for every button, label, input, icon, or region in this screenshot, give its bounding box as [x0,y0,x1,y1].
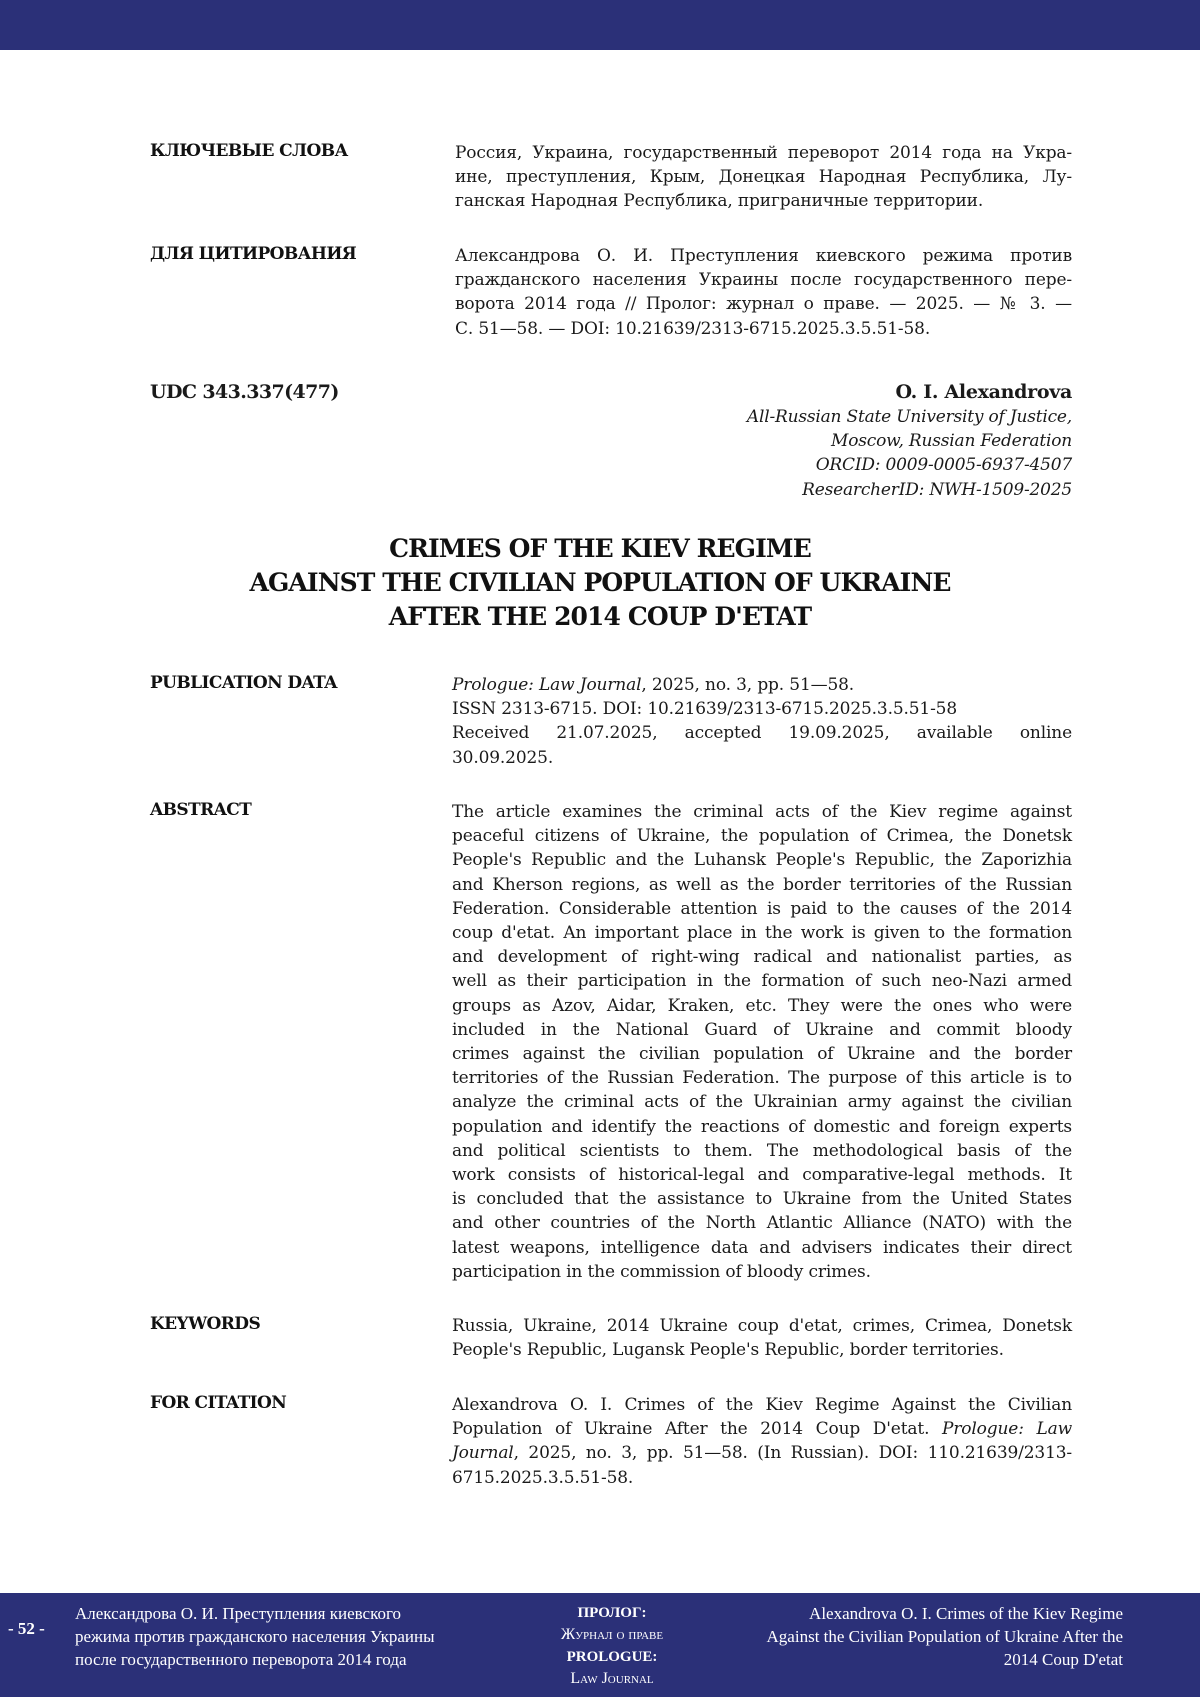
title-line: CRIMES OF THE KIEV REGIME [389,534,811,563]
abstract-line: population and identify the reactions of domestic and foreign experts [452,1116,1072,1137]
text-line: 30.09.2025. [452,747,554,768]
abstract-line: analyze the criminal acts of the Ukrainian army against the civilian [452,1092,1072,1113]
abstract-line: crimes against the civilian population of Ukraine and the border [452,1044,1072,1065]
text-line: People's Republic, Lugansk People's Republic, border territories. [452,1340,1004,1361]
abstract-line: and other countries of the North Atlantic Alliance (NATO) with the [452,1213,1072,1234]
footer-line: режима против гражданского населения Украины [75,1627,435,1646]
text-line: ганская Народная Республика, приграничные территории. [455,191,984,212]
text-line: Received 21.07.2025, accepted 19.09.2025, available online [452,723,1072,744]
article-title [0,532,1200,634]
author-affiliation-line: All-Russian State University of Justice, [746,407,1072,427]
abstract-line: Federation. Considerable attention is paid to the causes of the 2014 [452,898,1072,919]
abstract-line: The article examines the criminal acts of the Kiev regime against [452,802,1072,822]
for-citation-label: FOR CITATION [150,1393,287,1413]
citation-text: , 2025, no. 3, pp. 51—58. (In Russian). DOI: 110.21639/2313- [513,1443,1072,1464]
ru-keywords-label: КЛЮЧЕВЫЕ СЛОВА [150,141,348,161]
abstract-line: People's Republic and the Luhansk People's Republic, the Zaporizhia [452,850,1072,871]
footer-line: Against the Civilian Population of Ukraine After the [766,1627,1123,1646]
footer-band [0,1593,1200,1697]
title-line: AGAINST THE CIVILIAN POPULATION OF UKRAINE [249,568,951,597]
title-line: AFTER THE 2014 COUP D'ETAT [388,602,812,631]
abstract-line: well as their participation in the formation of such neo-Nazi armed [452,971,1072,992]
ru-citation-label: ДЛЯ ЦИТИРОВАНИЯ [150,244,357,264]
journal-name: Prologue: Law Journal [452,675,642,695]
text-line: ине, преступления, Крым, Донецкая Народная Республика, Лу- [455,167,1072,188]
publication-data-text [452,673,1072,770]
keywords-text [452,1314,1072,1362]
text-line [452,1417,1072,1441]
text-line: ворота 2014 года // Пролог: журнал о праве. — 2025. — № 3. — [455,294,1072,315]
citation-journal: Prologue: Law [942,1419,1072,1440]
journal-ru-subtitle: Журнал о праве [560,1626,664,1643]
text-line: С. 51—58. — DOI: 10.21639/2313-6715.2025.3.5.51-58. [455,318,931,339]
author-affiliation-line: Moscow, Russian Federation [831,431,1072,452]
abstract-line: groups as Azov, Aidar, Kraken, etc. They were the ones who were [452,995,1072,1016]
abstract-line: work consists of historical-legal and comparative-legal methods. It [452,1165,1072,1186]
abstract-line: coup d'etat. An important place in the work is given to the formation [452,923,1072,944]
abstract-line: included in the National Guard of Ukraine and commit bloody [452,1019,1072,1040]
abstract-line: is concluded that the assistance to Ukraine from the United States [452,1189,1072,1210]
keywords-label: KEYWORDS [150,1314,261,1334]
text-line [452,673,1072,697]
author-name: O. I. Alexandrova [895,381,1072,403]
text-line: Russia, Ukraine, 2014 Ukraine coup d'etat, crimes, Crimea, Donetsk [452,1316,1072,1336]
udc-code: UDC 343.337(477) [150,381,339,403]
abstract-label: ABSTRACT [150,800,252,820]
footer-journal-name [512,1602,712,1690]
ru-citation-text [455,244,1072,341]
abstract-line: latest weapons, intelligence data and advisers indicates their direct [452,1237,1072,1258]
abstract-line: territories of the Russian Federation. The purpose of this article is to [452,1068,1072,1089]
abstract-line: participation in the commission of bloody crimes. [452,1261,871,1282]
text-line: ISSN 2313-6715. DOI: 10.21639/2313-6715.2025.3.5.51-58 [452,699,958,720]
footer-ru-reference [75,1602,495,1671]
abstract-text [452,800,1072,1284]
journal-en-title: PROLOGUE: [566,1649,658,1665]
header-band [0,0,1200,50]
text-line [452,1441,1072,1465]
text-line: гражданского населения Украины после государственного пере- [455,270,1072,291]
author-orcid: ORCID: 0009-0005-6937-4507 [815,455,1072,476]
ru-keywords-text [455,141,1072,214]
author-researcher-id: ResearcherID: NWH-1509-2025 [802,479,1072,500]
journal-en-subtitle: Law Journal [570,1670,654,1687]
text-line: Alexandrova O. I. Crimes of the Kiev Regime Against the Civilian [452,1395,1072,1415]
footer-line: Александрова О. И. Преступления киевского [75,1604,402,1623]
footer-line: 2014 Coup D'etat [1003,1650,1123,1669]
author-block [747,381,1072,502]
journal-ru-title: ПРОЛОГ: [577,1605,647,1621]
for-citation-text [452,1393,1072,1490]
abstract-line: and development of right-wing radical and nationalist parties, as [452,947,1072,968]
publication-data-label: PUBLICATION DATA [150,673,337,693]
text-line: 6715.2025.3.5.51-58. [452,1467,634,1488]
abstract-line: peaceful citizens of Ukraine, the population of Crimea, the Donetsk [452,826,1072,847]
citation-text: Population of Ukraine After the 2014 Coup D'etat. [452,1419,943,1440]
footer-line: после государственного переворота 2014 года [75,1650,407,1669]
page-number: - 52 - [8,1619,45,1638]
text-line: Александрова О. И. Преступления киевского режима против [455,246,1072,266]
footer-en-reference [703,1602,1123,1671]
abstract-line: and political scientists to them. The methodological basis of the [452,1140,1072,1161]
citation-journal: Journal [452,1443,514,1464]
journal-issue: , 2025, no. 3, pp. 51—58. [641,675,855,695]
footer-line: Alexandrova O. I. Crimes of the Kiev Regime [809,1604,1123,1623]
text-line: Россия, Украина, государственный переворот 2014 года на Укра- [455,143,1072,163]
abstract-line: and Kherson regions, as well as the border territories of the Russian [452,874,1072,895]
